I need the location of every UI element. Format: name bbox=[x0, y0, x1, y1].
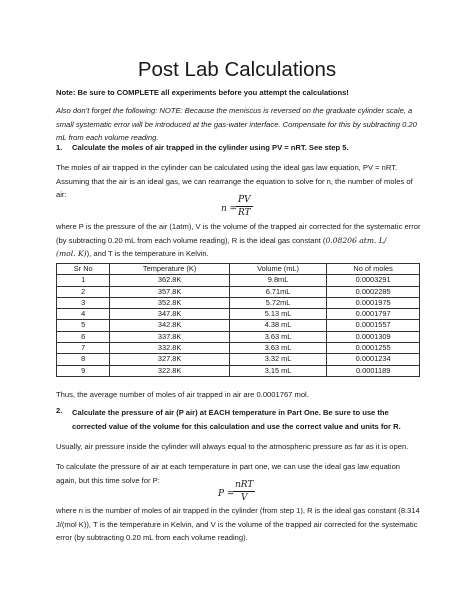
header-volume: Volume (mL) bbox=[229, 264, 326, 275]
q1-where-text bbox=[56, 220, 422, 261]
table-row bbox=[57, 331, 420, 342]
header-moles: No of moles bbox=[327, 264, 420, 275]
table-cell: 7 bbox=[57, 343, 110, 354]
table-cell: 2 bbox=[57, 286, 110, 297]
q1-equation-fraction bbox=[236, 195, 253, 218]
table-cell: 327.8K bbox=[110, 354, 229, 365]
q2-paragraph-2: To calculate the pressure of air at each temperature in part one, we can use the ideal gas law equation again, but this time solve for P: bbox=[56, 462, 401, 485]
q2-paragraph-1: Usually, air pressure inside the cylinder will always equal to the atmospheric pressure as far as it is open. bbox=[56, 442, 409, 451]
moles-table bbox=[56, 263, 420, 377]
q2-equation-numerator: nRT bbox=[235, 480, 254, 490]
q2-where-text: where n is the number of moles of air trapped in the cylinder (from step 1), R is the ideal gas constant (8.314 J/(mol K)), T is the temperature in Kelvin, and V is the volume of the trapped air corrected for the systematic error (by subtracting 0.20 mL from each volume reading). bbox=[56, 506, 420, 542]
table-cell: 5.72mL bbox=[229, 297, 326, 308]
table-cell: 337.8K bbox=[110, 331, 229, 342]
q1-intro: The moles of air trapped in the cylinder can be calculated using the ideal gas law equation, PV = nRT. Assuming that the air is an ideal gas, we can rearrange the equation to solve for n, the number of moles of air: bbox=[56, 163, 413, 199]
table-cell: 1 bbox=[57, 275, 110, 286]
table-cell: 0.0001975 bbox=[327, 297, 420, 308]
q1-where-part1: where P is the pressure of the air (1atm), V is the volume of the trapped air corrected for the systematic error (by subtracting 0.20 mL from each volume reading), R is the ideal gas constant ( bbox=[56, 222, 421, 245]
table-cell: 0.0002285 bbox=[327, 286, 420, 297]
q1-where-math1: 0.08206 atm. L/ bbox=[325, 235, 387, 245]
table-cell: 3 bbox=[57, 297, 110, 308]
table-cell: 3.63 mL bbox=[229, 343, 326, 354]
note-bold: Note: Be sure to COMPLETE all experiments before you attempt the calculations! bbox=[56, 88, 349, 97]
q1-equation-lhs: n = bbox=[221, 204, 238, 214]
table-cell: 9 bbox=[57, 365, 110, 376]
table-cell: 3.63 mL bbox=[229, 331, 326, 342]
table-row bbox=[57, 343, 420, 354]
table-row bbox=[57, 297, 420, 308]
table-cell: 352.8K bbox=[110, 297, 229, 308]
table-row bbox=[57, 309, 420, 320]
note-italic: Also don’t forget the following: NOTE: Because the meniscus is reversed on the graduate cylinder scale, a small systematic error will be introduced at the gas-water interface. Compensate for this by subtracting 0.20 mL from each volume reading. bbox=[56, 106, 417, 142]
table-cell: 9.8mL bbox=[229, 275, 326, 286]
header-temperature: Temperature (K) bbox=[110, 264, 229, 275]
table-cell: 0.0003291 bbox=[327, 275, 420, 286]
table-cell: 0.0001557 bbox=[327, 320, 420, 331]
table-cell: 0.0001189 bbox=[327, 365, 420, 376]
table-cell: 4 bbox=[57, 309, 110, 320]
table-header-row bbox=[57, 264, 420, 275]
table-cell: 4.38 mL bbox=[229, 320, 326, 331]
q1-average: Thus, the average number of moles of air trapped in air are 0.0001767 mol. bbox=[56, 390, 309, 399]
table-row bbox=[57, 365, 420, 376]
table-cell: 6 bbox=[57, 331, 110, 342]
table-cell: 3.32 mL bbox=[229, 354, 326, 365]
q1-number: 1. bbox=[56, 143, 63, 152]
q1-where-part2: ), and T is the temperature in Kelvin. bbox=[86, 249, 209, 258]
table-row bbox=[57, 320, 420, 331]
table-row bbox=[57, 275, 420, 286]
table-cell: 3.15 mL bbox=[229, 365, 326, 376]
q2-equation-fraction bbox=[233, 480, 255, 503]
table-cell: 322.8K bbox=[110, 365, 229, 376]
table-cell: 8 bbox=[57, 354, 110, 365]
table-cell: 0.0001309 bbox=[327, 331, 420, 342]
q2-equation-denominator: V bbox=[240, 493, 248, 503]
q1-where-math2: (mol. K) bbox=[56, 249, 87, 258]
q2-equation-lhs: P = bbox=[218, 489, 235, 499]
q2-number: 2. bbox=[56, 406, 63, 415]
table-cell: 347.8K bbox=[110, 309, 229, 320]
header-sr-no: Sr No bbox=[57, 264, 110, 275]
q2-heading: Calculate the pressure of air (P air) at EACH temperature in Part One. Be sure to use the corrected value of the volume for this calculation and use the correct value and units for R. bbox=[72, 408, 401, 431]
page-title: Post Lab Calculations bbox=[137, 58, 337, 81]
table-cell: 357.8K bbox=[110, 286, 229, 297]
table-cell: 362.8K bbox=[110, 275, 229, 286]
q1-heading: Calculate the moles of air trapped in the cylinder using PV = nRT. See step 5. bbox=[72, 143, 349, 152]
table-cell: 0.0001797 bbox=[327, 309, 420, 320]
q1-equation-denominator: RT bbox=[237, 208, 251, 218]
table-cell: 0.0001234 bbox=[327, 354, 420, 365]
table-cell: 332.8K bbox=[110, 343, 229, 354]
table-row bbox=[57, 354, 420, 365]
table-cell: 342.8K bbox=[110, 320, 229, 331]
table-cell: 5.13 mL bbox=[229, 309, 326, 320]
table-row bbox=[57, 286, 420, 297]
table-cell: 6.71mL bbox=[229, 286, 326, 297]
table-cell: 5 bbox=[57, 320, 110, 331]
table-cell: 0.0001255 bbox=[327, 343, 420, 354]
q1-equation-numerator: PV bbox=[238, 195, 251, 205]
